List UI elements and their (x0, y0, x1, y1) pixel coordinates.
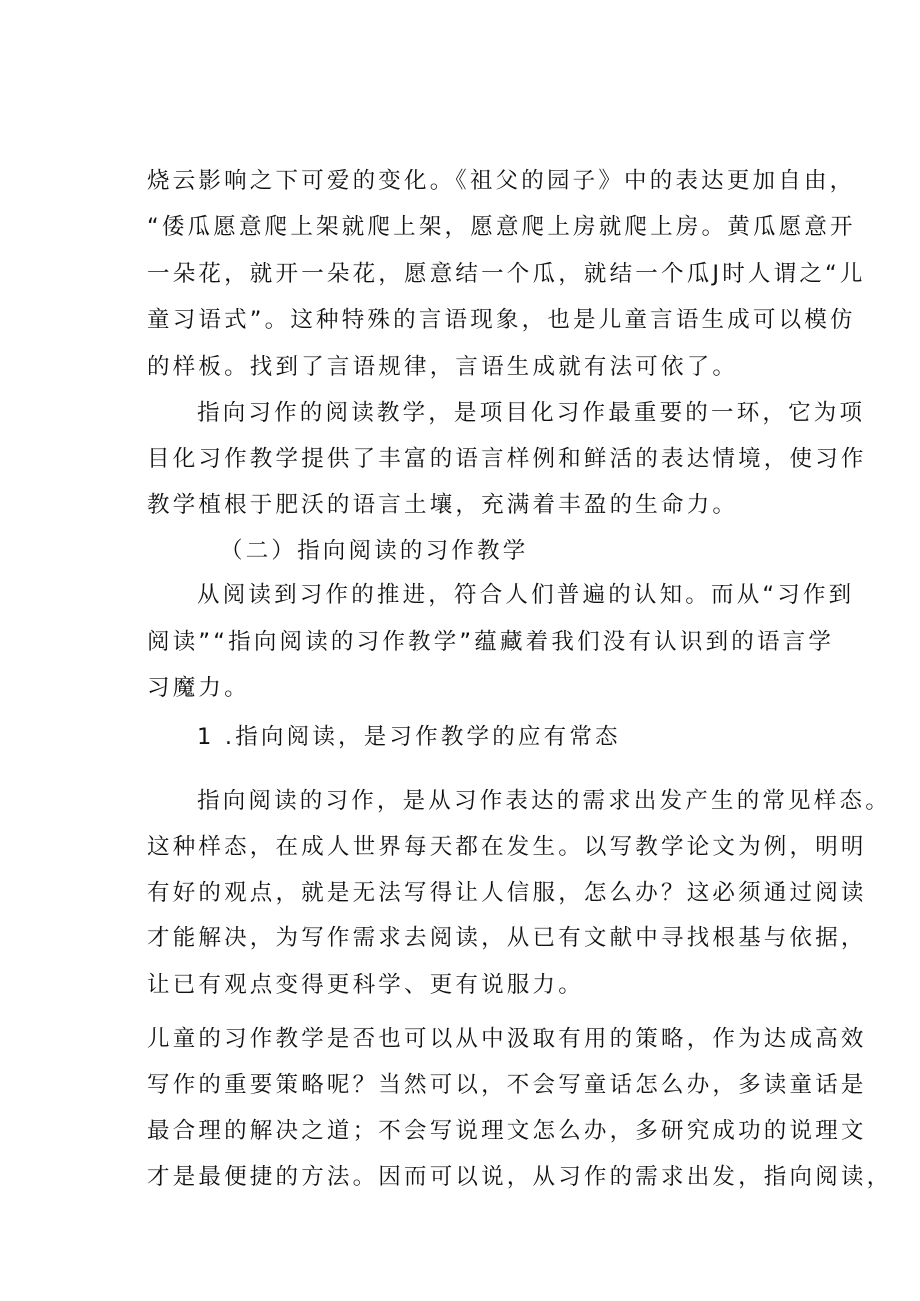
text-line: 才能解决，为写作需求去阅读，从已有文献中寻找根基与依据， (147, 925, 867, 951)
text-line: 一朵花，就开一朵花，愿意结一个瓜，就结一个瓜J时人谓之“儿 (147, 261, 866, 287)
text-line: 指向阅读的习作，是从习作表达的需求出发产生的常见样态。 (197, 788, 891, 814)
text-line: 指向习作的阅读教学，是项目化习作最重要的一环，它为项 (197, 400, 866, 426)
text-line: 习魔力。 (147, 675, 250, 701)
text-line: 这种样态，在成人世界每天都在发生。以写教学论文为例，明明 (147, 834, 867, 860)
text-line: 才是最便捷的方法。因而可以说，从习作的需求出发，指向阅读， (147, 1164, 893, 1190)
text-line: 教学植根于肥沃的语言土壤，充满着丰盈的生命力。 (147, 492, 739, 518)
text-line: 儿童的习作教学是否也可以从中汲取有用的策略，作为达成高效 (147, 1026, 867, 1052)
text-line: 阅读”“指向阅读的习作教学”蕴藏着我们没有认识到的语言学 (147, 629, 835, 655)
text-line: 有好的观点，就是无法写得让人信服，怎么办？这必须通过阅读 (147, 880, 867, 906)
text-line: “倭瓜愿意爬上架就爬上架，愿意爬上房就爬上房。黄瓜愿意开 (147, 214, 856, 240)
section-heading: （二）指向阅读的习作教学 (220, 538, 529, 564)
text-line: 写作的重要策略呢？当然可以，不会写童话怎么办，多读童话是 (147, 1072, 867, 1098)
subsection-heading: 1 .指向阅读，是习作教学的应有常态 (197, 724, 621, 750)
text-line: 最合理的解决之道；不会写说理文怎么办，多研究成功的说理文 (147, 1118, 867, 1144)
text-line: 让已有观点变得更科学、更有说服力。 (147, 972, 584, 998)
text-line: 目化习作教学提供了丰富的语言样例和鲜活的表达情境，使习作 (147, 446, 867, 472)
text-line: 的样板。找到了言语规律，言语生成就有法可依了。 (147, 354, 739, 380)
text-line: 从阅读到习作的推进，符合人们普遍的认知。而从“习作到 (197, 582, 855, 608)
text-line: 童习语式”。这种特殊的言语现象，也是儿童言语生成可以模仿 (147, 307, 856, 333)
text-line: 烧云影响之下可爱的变化。《祖父的园子》中的表达更加自由， (147, 168, 856, 194)
